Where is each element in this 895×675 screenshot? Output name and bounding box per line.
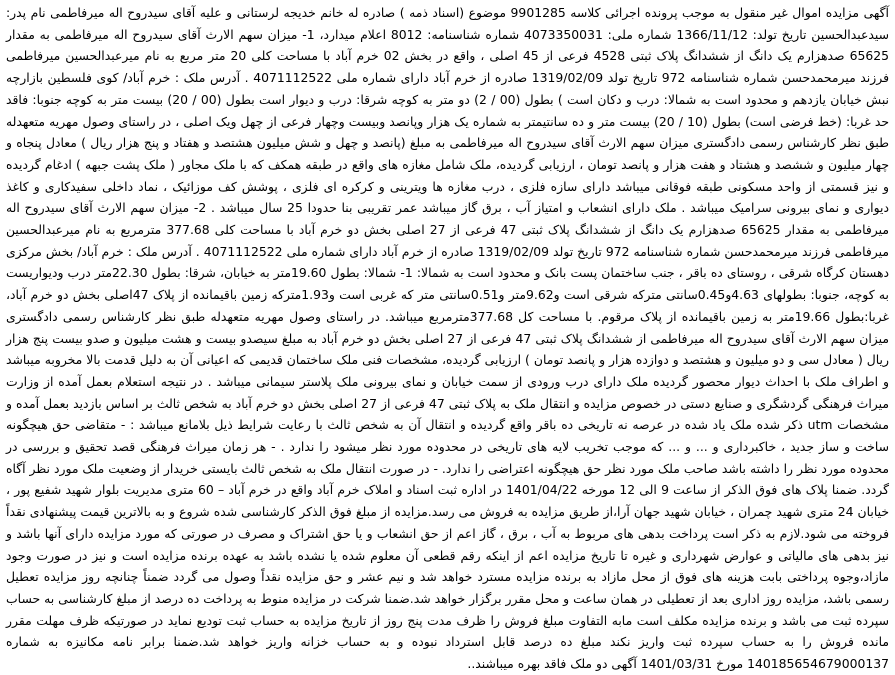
- notice-body-text: آگهی مزایده اموال غیر منقول به موجب پرونده اجرائی کلاسه 9901285 موضوع (اسناد ذمه ) صادره له خانم خدیجه لرستانی و علیه آقای سیدروح اله میرفاطمی نام پدر: سیدعبدالحسین تاریخ تولد: 1366/11/12 شماره ملی: 4073350031 شماره شناسنامه: 8012 اعلام میدارد، 1- میزان سهم الارث آقای سیدروح اله میرفاطمی به مقدار 65625 صدهزارم یک دانگ از ششدانگ پلاک ثبتی 4528 فرعی از 45 اصلی ، واقع در بخش 02 خرم آباد با مساحت کلی 20 متر مربع به نام میرعبدالحسین میرفاطمی فرزند میرمحمدحسن شماره شناسنامه 972 تاریخ تولد 1319/02/09 صادره از خرم آباد دارای شماره ملی 4071112522 . آدرس ملک : خرم آباد/ کوی فلسطین بازارچه نبش خیابان یازدهم و محدود است به شمالا: درب و دکان است ) بطول (00 / 2) دو متر به کوچه شرقا: درب و دیوار است بطول (00 / 20) بیست متر به کوچه جنوبا: فاقد حد غربا: (خط فرضی است) بطول (10 / 20) بیست متر و ده سانتیمتر به شماره یک هزار وپانصد وبیست وچهار فرعی از چهل ویک اصلی ، در راستای وصول مهریه متعهدله طبق نظر کارشناس رسمی دادگستری میزان سهم الارث آقای سیدروح اله میرفاطمی به مبلغ (پانصد و چهل و شش میلیون هشتصد و هفتاد و پنج هزار ریال ) معادل پنجاه و چهار میلیون و ششصد و هشتاد و هفت هزار و پانصد تومان ، ارزیابی گردیده، ملک شامل مغازه های واقع در طبقه همکف که با ملک مجاور ( ملک پشت جبهه ) ادغام گردیده و نیز قسمتی از واحد مسکونی طبقه فوقانی میباشد دارای سازه فلزی ، درب مغازه ها ویترینی و کرکره ای فلزی ، پوشش کف موزائیک ، نماد داخلی سفیدکاری و کاغذ دیواری و نمای بیرونی سرامیک میباشد . ملک دارای انشعاب و امتیاز آب ، برق گاز میباشد عمر تقریبی بنا حدودا 25 سال میباشد . 2- میزان سهم الارث آقای سیدروح اله میرفاطمی به مقدار 65625 صدهزارم یک دانگ از ششدانگ پلاک ثبتی 47 فرعی از 27 اصلی بخش دو خرم آباد با مساحت کلی 377.68 مترمربع به نام میرعبدالحسین میرفاطمی فرزند میرمحمدحسن شماره شناسنامه 972 تاریخ تولد 1319/02/09 صادره از خرم آباد دارای شماره ملی 4071112522 . آدرس ملک : خرم آباد/ بخش مرکزی دهستان کرگاه شرقی ، روستای ده باقر ، جنب ساختمان پست بانک و محدود است به شمالا: 1- شمالا: بطول 19.60متر به خیابان، شرقا: بطول 22.30متر درب وديواريست به كوچه، جنوبا: بطولهای 4.63و0.45سانتی مترکه شرقی است و9.62متر و0.51سانتی متر که غربی است و1.93مترکه زمین باقیمانده از پلاک 47اصلی بخش دو خرم آباد، غربا:بطول 19.66متر به زمین باقیمانده از پلاک مرقوم. با مساحت کل 377.68مترمربع میباشد. در راستای وصول مهریه متعهدله طبق نظر کارشناس رسمی دادگستری میزان سهم الارث آقای سیدروح اله میرفاطمی از ششدانگ پلاک ثبتی 47 فرعی از 27 اصلی بخش دو خرم آباد به مبلغ سیصدو بیست و هشت میلیون و صدو بیست پنج هزار ریال ( معادل سی و دو میلیون و هشتصد و دوازده هزار و پانصد تومان ) ارزیابی گردیده، مشخصات فنی ملک ساختمان قدیمی که اعیانی آن به دلیل قدمت بالا مخروبه میباشد و اطراف ملک با احداث دیوار محصور گردیده ملک دارای درب ورودی از سمت خیابان و نمای بیرونی ملک پلاستر سیمانی میباشد . در نتیجه استعلام بعمل آمده از وزارت میراث فرهنگی گردشگری و صنایع دستی در خصوص مزایده و انتقال ملک به پلاک ثبتی 47 فرعی از 27 اصلی بخش دو خرم آباد به شخص ثالث بر اساس بازدید بعمل آمده و مشخصات utm ذکر شده ملک یاد شده در عرصه نه تاریخی ده باقر واقع گردیده و انتقال آن به شخص ثالث با رعایت شرایط ذیل بلامانع میباشد : - متقاضی حق هیچگونه ساخت و ساز جدید ، خاکبرداری و ... و ... که موجب تخریب لایه های تاریخی در محدوده مورد نظر میشود را ندارد . - هر زمان میراث فرهنگی قصد تحقیق و بررسی در محدوده مورد نظر را داشته باشد صاحب ملک مورد نظر حق هیچگونه اعتراضی را ندارد. - در صورت انتقال ملک به شخص ثالث بایستی خریدار از وضعیت ملک مورد نظر آگاه گردد. ضمنا پلاک های فوق الذکر از ساعت 9 الی 12 مورخه 1401/04/22 در اداره ثبت اسناد و املاک خرم آباد واقع در خرم آباد – 60 متری مدیریت بلوار شهید شفیع پور ، خیابان 24 متری شهید چمران ، خیابان شهید جهان آرا،از طریق مزایده به فروش می رسد.مزایده از مبلغ فوق الذکر کارشناسی شده شروع و به بالاترین قیمت پیشنهادی نقداً فروخته می شود.لازم به ذکر است پرداخت بدهی های مربوط به آب ، برق ، گاز اعم از حق انشعاب و یا حق اشتراک و مصرف در صورتی که مورد مزایده دارای آنها باشد و نیز بدهی های مالیاتی و عوارض شهرداری و غیره تا تاریخ مزایده اعم از اینکه رقم قطعی آن معلوم شده یا نشده باشد به عهده برنده مزایده است و نیز در صورت وجود مازاد،وجوه پرداختی بابت هزینه های فوق از محل مازاد به برنده مزایده مسترد خواهد شد و نیم عشر و حق مزایده نقداً وصول می گردد ضمناً چنانچه روز مزایده تعطیل رسمی باشد، مزایده روز اداری بعد از تعطیلی در همان ساعت و محل مقرر برگزار خواهد شد.ضمنا شرکت در مزایده منوط به پرداخت ده درصد از مبلغ کارشناسی به حساب سپرده ثبت می باشد و برنده مزایده مکلف است مابه التفاوت مبلغ فروش را ظرف مدت پنج روز از تاریخ مزایده به حساب ثبت تودیع نماید در صورتیکه ظرف مهلت مقرر مانده فروش را به حساب سپرده ثبت واریز نکند مبلغ ده درصد قابل استرداد نبوده و به حساب خزانه واریز خواهد شد.ضمنا برابر نامه مکانیزه به شماره 140185654679000137 مورخ 1401/03/31 آگهی دو ملک فاقد بهره میباشند..: [6, 5, 890, 672]
